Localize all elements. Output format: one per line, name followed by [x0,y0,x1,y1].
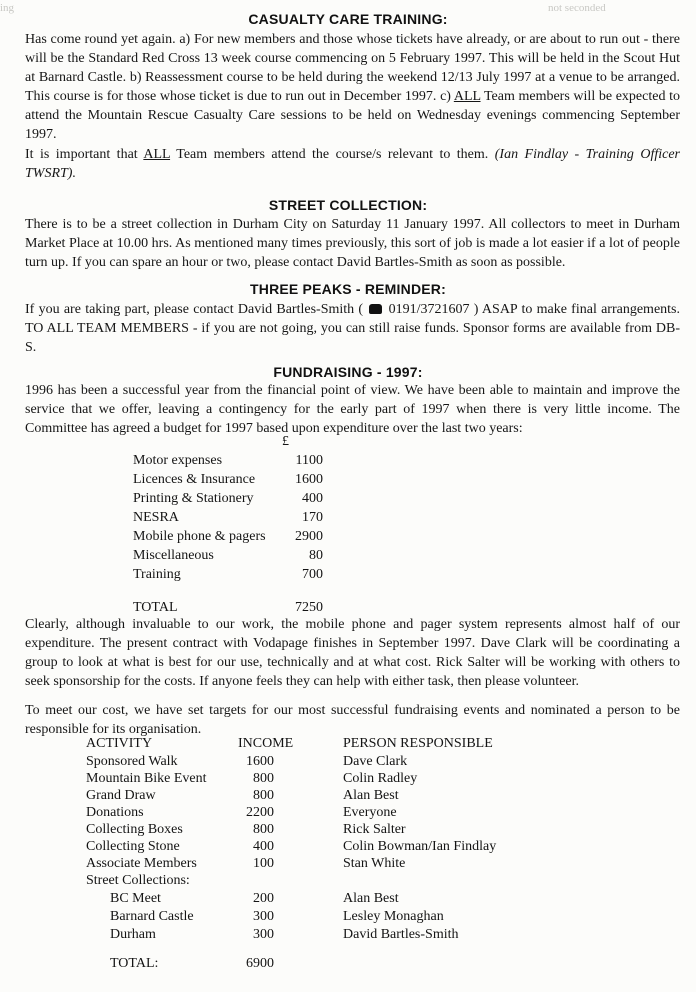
budget-item: NESRA [133,510,179,525]
street-collection-paragraph: There is to be a street collection in Durham City on Saturday 11 January 1997. All collectors to meet in Durham Market Place at 10.00 hrs. As mentioned many times previously, this sort of job is made a lot easier if a lot of people turn up. If you can spare an hour or two, please contact David Bartles-Smith as soon as possible. [25,217,680,270]
attendance-text: It is important that [25,147,138,162]
budget-row [133,508,323,527]
person-cell: Stan White [343,856,406,871]
income-cell: 2200 [246,805,274,820]
targets-total-amount: 6900 [246,956,274,971]
income-cell: 1600 [246,754,274,769]
person-cell: David Bartles-Smith [343,927,459,942]
budget-amount: 700 [302,567,323,582]
income-cell: 200 [253,891,274,906]
income-cell: 800 [253,788,274,803]
person-cell: Dave Clark [343,754,408,769]
person-cell: Lesley Monaghan [343,909,444,924]
income-cell: 300 [253,909,274,924]
income-cell: 100 [253,856,274,871]
budget-item: Licences & Insurance [133,472,256,487]
budget-amount: 400 [302,491,323,506]
budget-total-amount: 7250 [295,600,323,615]
casualty-care-text: Has come round yet again. a) For new members and those whose tickets have already, or are about to run out - there will be the Standard Red Cross 13 week course commencing on 5 February 1997. This will be held in the Scout Hut at Barnard Castle. b) Reassessment course to be held during the weekend 12/13 July 1997 at a venue to be arranged. This course is for those whose ticket is due to run out in December 1997. c) [25,32,680,104]
budget-item: Printing & Stationery [133,491,254,506]
budget-row [133,565,323,584]
fundraising-intro: 1996 has been a successful year from the financial point of view. We have been able to maintain and improve the service that we offer, leaving a contingency for the early part of 1997 when there is very little income. The Committee has agreed a budget for 1997 based upon expenditure over the last two years: [25,383,680,436]
budget-row [133,451,323,470]
activity-cell: Durham [110,927,156,942]
person-cell: Alan Best [343,788,399,803]
activity-cell: Collecting Boxes [86,822,183,837]
phone-number: 0191/3721607 [388,302,470,317]
income-cell: 800 [253,822,274,837]
signature-training-officer: (Ian Findlay - Training Officer TWSRT). [25,147,680,181]
income-cell: 300 [253,927,274,942]
budget-amount: 170 [302,510,323,525]
attendance-text-tail: Team members attend the course/s relevant to them. [176,147,489,162]
column-header-income: INCOME [238,736,294,751]
activity-cell: Barnard Castle [110,909,194,924]
budget-amount: 1600 [295,472,323,487]
budget-amount: 2900 [295,529,323,544]
three-peaks-paragraph [25,300,680,357]
activity-cell: Donations [86,805,144,820]
casualty-care-heading: CASUALTY CARE TRAINING: [248,11,448,27]
activity-cell: Collecting Stone [86,839,180,854]
currency-symbol: £ [282,434,289,449]
person-cell: Alan Best [343,891,399,906]
budget-amount: 80 [309,548,323,563]
three-peaks-heading: THREE PEAKS - REMINDER: [250,281,446,297]
person-cell: Rick Salter [343,822,406,837]
three-peaks-text-tail: ) ASAP to make final arrangements. TO ALL TEAM MEMBERS - if you are not going, you can still raise funds. Sponsor forms are available from DB-S. [25,302,681,355]
three-peaks-text: If you are taking part, please contact David Bartles-Smith ( [25,302,364,317]
income-cell: 800 [253,771,274,786]
activity-cell: Grand Draw [86,788,156,803]
budget-row [133,527,323,546]
attendance-paragraph [25,145,680,183]
budget-item: Training [133,567,181,582]
bleed-through-text: ing [0,2,15,14]
street-collections-label: Street Collections: [86,873,190,888]
fundraising-heading: FUNDRAISING - 1997: [273,364,423,380]
targets-total-label: TOTAL: [110,956,159,971]
activity-cell: Associate Members [86,856,197,871]
emphasis-all: ALL [453,89,481,104]
budget-total-label: TOTAL [133,600,178,615]
person-cell: Colin Radley [343,771,418,786]
budget-item: Motor expenses [133,453,223,468]
budget-currency-row [133,432,323,451]
person-cell: Colin Bowman/Ian Findlay [343,839,497,854]
bleed-through-text: not seconded [548,2,606,14]
street-collection-heading: STREET COLLECTION: [268,197,428,213]
casualty-care-paragraph [25,30,680,144]
column-header-activity: ACTIVITY [86,736,153,751]
fundraising-paragraph-3: To meet our cost, we have set targets for our most successful fundraising events and nominated a person to be responsible for its organisation. [25,703,680,737]
telephone-icon [369,304,382,314]
activity-cell: Sponsored Walk [86,754,178,769]
budget-amount: 1100 [295,453,323,468]
column-header-person: PERSON RESPONSIBLE [343,736,493,751]
budget-item: Mobile phone & pagers [133,529,266,544]
budget-row [133,489,323,508]
income-cell: 400 [253,839,274,854]
budget-item: Miscellaneous [133,548,214,563]
budget-row [133,470,323,489]
person-cell: Everyone [343,805,397,820]
casualty-care-text-tail: Team members will be expected to attend the Mountain Rescue Casualty Care sessions to be held on Wednesday evenings commencing September 1997. [25,89,680,142]
budget-row [133,546,323,565]
activity-cell: Mountain Bike Event [86,771,207,786]
emphasis-all: ALL [143,147,171,162]
fundraising-paragraph-2: Clearly, although invaluable to our work, the mobile phone and pager system represents almost half of our expenditure. The present contract with Vodapage finishes in September 1997. Dave Clark will be coordinating a group to look at what is best for our use, technically and at what cost. Rick Salter will be working with others to seek sponsorship for the costs. If anyone feels they can help with either task, then please volunteer. [25,617,680,689]
activity-cell: BC Meet [110,891,161,906]
